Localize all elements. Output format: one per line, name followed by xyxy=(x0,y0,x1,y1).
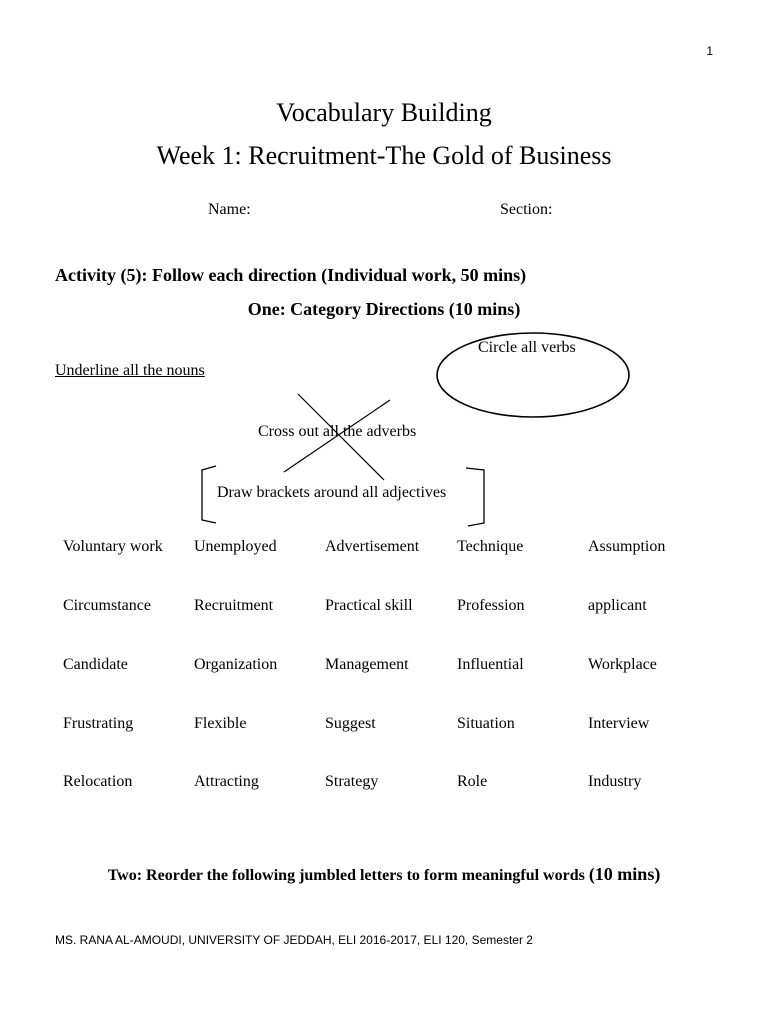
word-item: Relocation xyxy=(63,773,133,790)
word-item: applicant xyxy=(588,597,647,614)
word-item: Organization xyxy=(194,656,278,673)
word-item: Circumstance xyxy=(63,597,151,614)
word-item: Assumption xyxy=(588,538,666,555)
word-item: Industry xyxy=(588,773,642,790)
word-item: Workplace xyxy=(588,656,657,673)
word-item: Frustrating xyxy=(63,715,134,732)
section-one-heading: One: Category Directions (10 mins) xyxy=(247,299,521,319)
word-item: Interview xyxy=(588,715,650,732)
word-item: Management xyxy=(325,656,409,673)
word-item: Technique xyxy=(457,538,524,555)
direction-cross-out: Cross out all the adverbs xyxy=(258,423,417,440)
word-item: Practical skill xyxy=(325,597,413,614)
section-two-heading xyxy=(0,864,768,885)
word-item: Strategy xyxy=(325,773,379,790)
word-item: Suggest xyxy=(325,715,376,732)
word-item: Unemployed xyxy=(194,538,277,555)
direction-circle: Circle all verbs xyxy=(478,339,576,356)
page-subtitle: Week 1: Recruitment-The Gold of Business xyxy=(156,141,612,170)
direction-underline: Underline all the nouns xyxy=(55,362,205,379)
word-item: Candidate xyxy=(63,656,128,673)
word-item: Profession xyxy=(457,597,525,614)
word-item: Flexible xyxy=(194,715,247,732)
word-item: Advertisement xyxy=(325,538,420,555)
word-item: Voluntary work xyxy=(63,538,163,555)
word-item: Situation xyxy=(457,715,515,732)
name-label: Name: xyxy=(208,201,251,218)
section-two-text: Two: Reorder the following jumbled letters to form meaningful words xyxy=(107,867,589,884)
word-item: Influential xyxy=(457,656,524,673)
footer: MS. RANA AL-AMOUDI, UNIVERSITY OF JEDDAH, ELI 2016-2017, ELI 120, Semester 2 xyxy=(55,933,533,947)
word-item: Attracting xyxy=(194,773,259,790)
word-item: Role xyxy=(457,773,488,790)
word-item: Recruitment xyxy=(194,597,274,614)
page-number: 1 xyxy=(706,44,713,58)
section-two-time: (10 mins) xyxy=(588,864,661,884)
direction-brackets: Draw brackets around all adjectives xyxy=(217,484,447,501)
activity-heading: Activity (5): Follow each direction (Individual work, 50 mins) xyxy=(55,265,527,285)
page-title: Vocabulary Building xyxy=(276,98,492,127)
section-label: Section: xyxy=(500,201,553,218)
